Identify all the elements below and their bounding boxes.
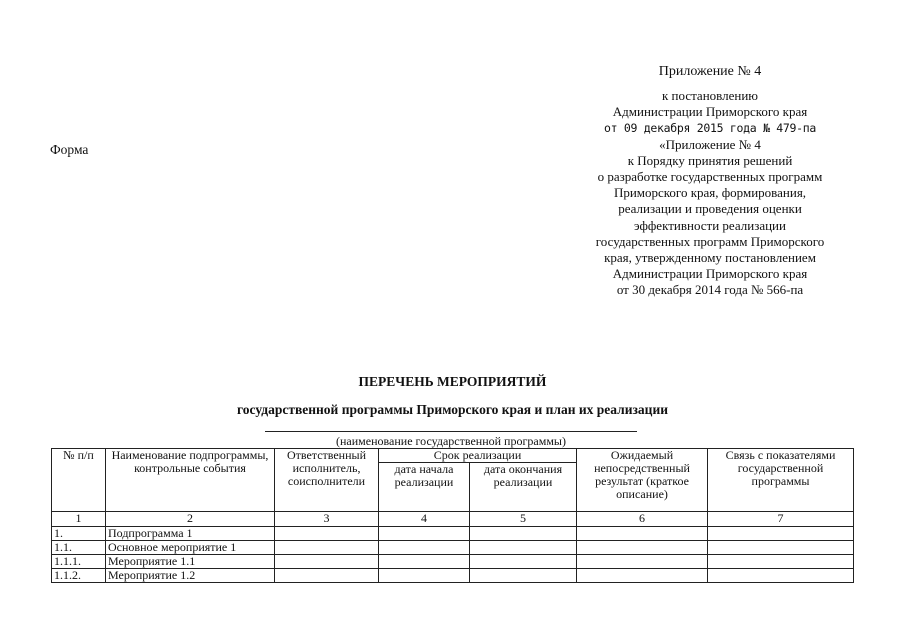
column-number: 5 — [470, 512, 577, 527]
form-label: Форма — [50, 142, 89, 157]
row-cell-empty — [577, 555, 708, 569]
appendix-line: государственных программ Приморского — [595, 233, 825, 249]
header-link: Связь с показателями государственной программы — [708, 449, 854, 512]
appendix-line: эффективности реализации — [634, 217, 786, 233]
row-name: Мероприятие 1.1 — [106, 555, 275, 569]
events-table — [51, 448, 854, 583]
program-name-caption: (наименование государственной программы) — [336, 434, 566, 448]
column-number-row — [52, 512, 854, 527]
header-executor: Ответственный исполнитель, соисполнители — [275, 449, 379, 512]
row-name: Подпрограмма 1 — [106, 527, 275, 541]
row-name: Основное мероприятие 1 — [106, 541, 275, 555]
row-cell-empty — [379, 555, 470, 569]
appendix-line: реализации и проведения оценки — [618, 201, 802, 217]
appendix-line: Администрации Приморского края — [612, 266, 808, 282]
row-cell-empty — [470, 569, 577, 583]
row-cell-empty — [577, 569, 708, 583]
appendix-line: к Порядку принятия решений — [627, 152, 793, 168]
header-term: Срок реализации — [379, 449, 577, 463]
header-name: Наименование подпрограммы, контрольные события — [106, 449, 275, 512]
row-num: 1.1. — [52, 541, 106, 555]
table-row — [52, 541, 854, 555]
row-num: 1. — [52, 527, 106, 541]
appendix-line: «Приложение № 4 — [659, 136, 761, 152]
row-cell-empty — [708, 555, 854, 569]
header-result: Ожидаемый непосредственный результат (краткое описание) — [577, 449, 708, 512]
row-name: Мероприятие 1.2 — [106, 569, 275, 583]
row-cell-empty — [708, 569, 854, 583]
document-subtitle: государственной программы Приморского края и план их реализации — [236, 402, 669, 417]
row-cell-empty — [379, 569, 470, 583]
header-end-date: дата окончания реализации — [470, 463, 577, 512]
header-num: № п/п — [52, 449, 106, 512]
row-cell-empty — [708, 541, 854, 555]
appendix-line: о разработке государственных программ — [597, 169, 823, 185]
document-title: ПЕРЕЧЕНЬ МЕРОПРИЯТИЙ — [358, 374, 547, 389]
row-cell-empty — [275, 527, 379, 541]
table-row — [52, 527, 854, 541]
appendix-line: к постановлению — [661, 88, 759, 103]
row-cell-empty — [577, 541, 708, 555]
column-number: 2 — [106, 512, 275, 527]
row-cell-empty — [379, 527, 470, 541]
column-number: 1 — [52, 512, 106, 527]
program-name-underline — [265, 431, 637, 432]
appendix-line: от 30 декабря 2014 года № 566-па — [616, 282, 804, 298]
row-cell-empty — [379, 541, 470, 555]
row-cell-empty — [577, 527, 708, 541]
appendix-line-date-stamp: от 09 декабря 2015 года № 479-па — [604, 121, 816, 136]
appendix-line: края, утвержденному постановлением — [604, 250, 816, 266]
row-cell-empty — [275, 555, 379, 569]
column-number: 6 — [577, 512, 708, 527]
header-start-date: дата начала реализации — [379, 463, 470, 512]
row-cell-empty — [275, 541, 379, 555]
row-num: 1.1.1. — [52, 555, 106, 569]
row-cell-empty — [708, 527, 854, 541]
row-cell-empty — [470, 527, 577, 541]
appendix-lines — [560, 88, 860, 299]
appendix-line: Администрации Приморского края — [612, 104, 808, 120]
column-number: 4 — [379, 512, 470, 527]
row-cell-empty — [470, 555, 577, 569]
table-row — [52, 569, 854, 583]
row-cell-empty — [275, 569, 379, 583]
table-row — [52, 555, 854, 569]
row-cell-empty — [470, 541, 577, 555]
column-number: 3 — [275, 512, 379, 527]
appendix-line: Приморского края, формирования, — [613, 185, 807, 201]
column-number: 7 — [708, 512, 854, 527]
row-num: 1.1.2. — [52, 569, 106, 583]
appendix-header — [560, 62, 860, 299]
appendix-title: Приложение № 4 — [658, 64, 762, 79]
